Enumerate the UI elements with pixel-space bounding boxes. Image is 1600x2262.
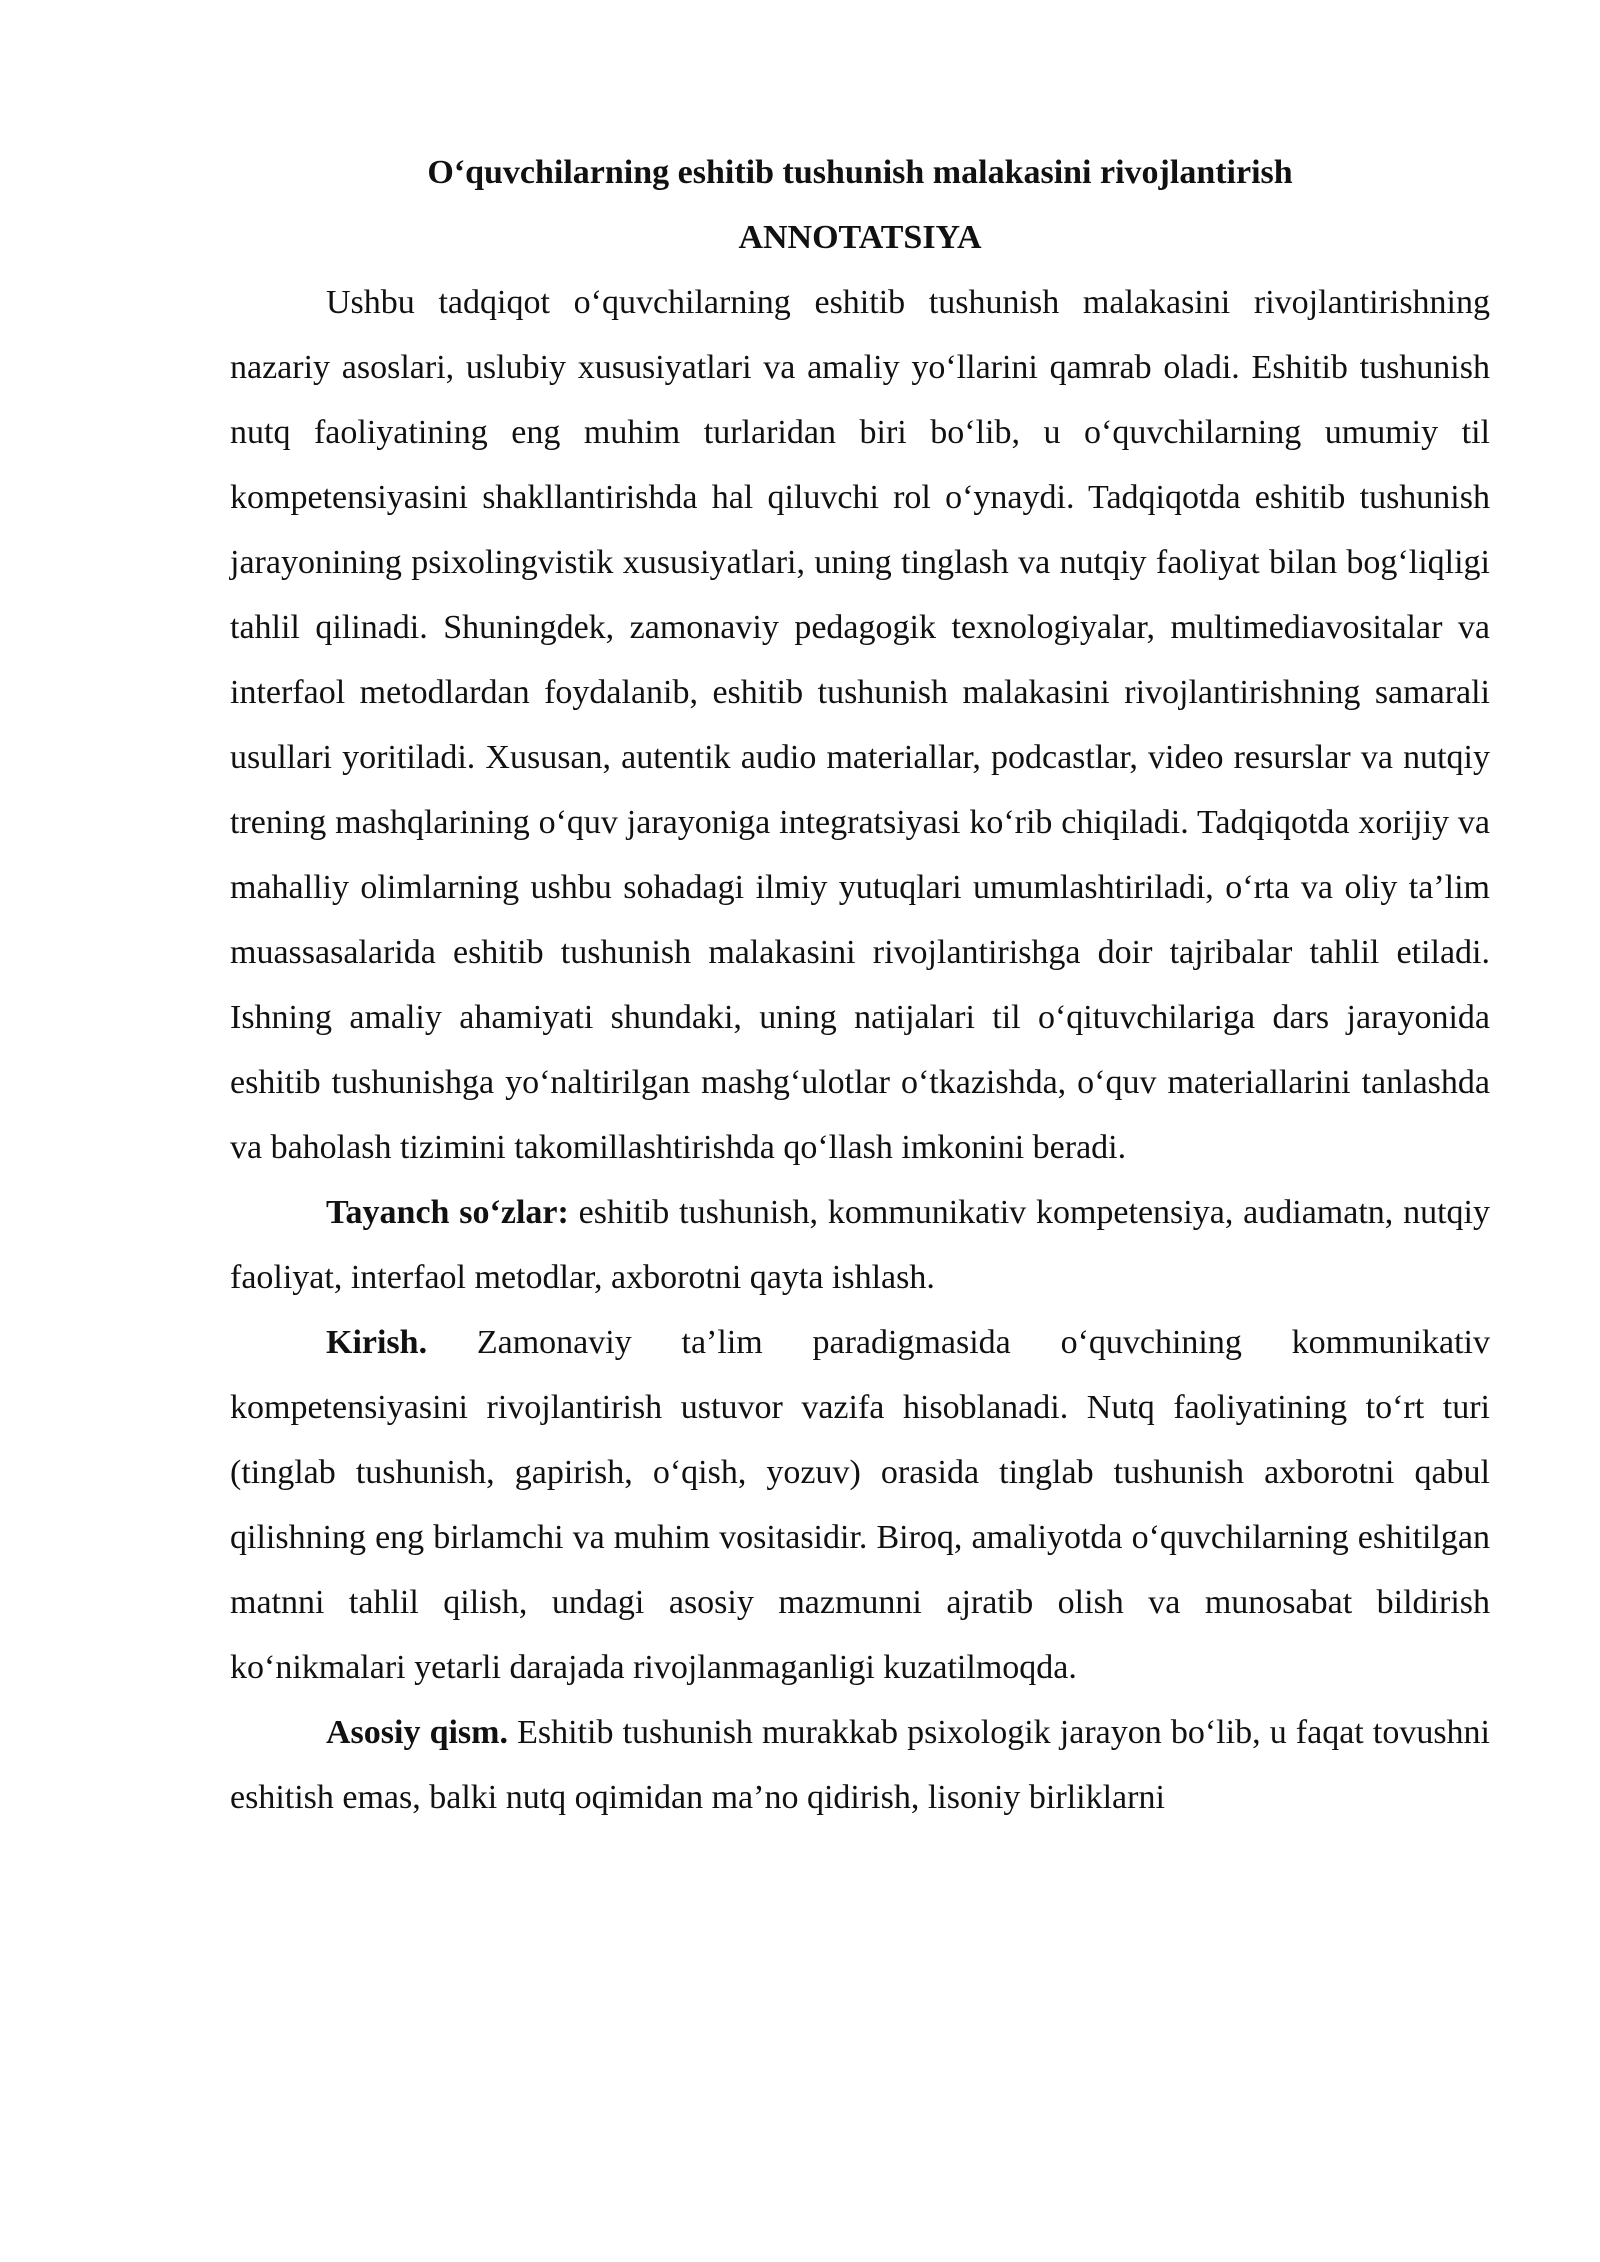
keywords-paragraph xyxy=(230,1180,1490,1310)
main-part-text: Eshitib tushunish murakkab psixologik jarayon bo‘lib, u faqat tovushni eshitish emas, balki nutq oqimidan ma’no qidirish, lisoniy birliklarni xyxy=(230,1714,1490,1816)
document-title: O‘quvchilarning eshitib tushunish malakasini rivojlantirish xyxy=(427,154,1293,191)
main-part-label: Asosiy qism. xyxy=(326,1714,508,1751)
introduction-text: Zamonaviy ta’lim paradigmasida o‘quvchining kommunikativ kompetensiyasini rivojlantirish ustuvor vazifa hisoblanadi. Nutq faoliyatining to‘rt turi (tinglab tushunish, gapirish, o‘qish, yozuv) orasida tinglab tushunish axborotni qabul qilishning eng birlamchi va muhim vositasidir. Biroq, amaliyotda o‘quvchilarning eshitilgan matnni tahlil qilish, undagi asosiy mazmunni ajratib olish va munosabat bildirish ko‘nikmalari yetarli darajada rivojlanmaganligi kuzatilmoqda. xyxy=(230,1324,1490,1686)
document-page xyxy=(230,140,1490,1830)
annotation-paragraph: Ushbu tadqiqot o‘quvchilarning eshitib tushunish malakasini rivojlantirishning nazariy asoslari, uslubiy xususiyatlari va amaliy yo‘llarini qamrab oladi. Eshitib tushunish nutq faoliyatining eng muhim turlaridan biri bo‘lib, u o‘quvchilarning umumiy til kompetensiyasini shakllantirishda hal qiluvchi rol o‘ynaydi. Tadqiqotda eshitib tushunish jarayonining psixolingvistik xususiyatlari, uning tinglash va nutqiy faoliyat bilan bog‘liqligi tahlil qilinadi. Shuningdek, zamonaviy pedagogik texnologiyalar, multimediavositalar va interfaol metodlardan foydalanib, eshitib tushunish malakasini rivojlantirishning samarali usullari yoritiladi. Xususan, autentik audio materiallar, podcastlar, video resurslar va nutqiy trening mashqlarining o‘quv jarayoniga integratsiyasi ko‘rib chiqiladi. Tadqiqotda xorijiy va mahalliy olimlarning ushbu sohadagi ilmiy yutuqlari umumlashtiriladi, o‘rta va oliy ta’lim muassasalarida eshitib tushunish malakasini rivojlantirishga doir tajribalar tahlil etiladi. Ishning amaliy ahamiyati shundaki, uning natijalari til o‘qituvchilariga dars jarayonida eshitib tushunishga yo‘naltirilgan mashg‘ulotlar o‘tkazishda, o‘quv materiallarini tanlashda va baholash tizimini takomillashtirishda qo‘llash imkonini beradi. xyxy=(230,284,1490,1166)
introduction-label: Kirish. xyxy=(326,1324,428,1361)
section-heading-annotatsiya: ANNOTATSIYA xyxy=(738,219,982,256)
keywords-text: eshitib tushunish, kommunikativ kompetensiya, audiamatn, nutqiy faoliyat, interfaol metodlar, axborotni qayta ishlash. xyxy=(230,1194,1490,1296)
main-part-paragraph xyxy=(230,1700,1490,1830)
keywords-label: Tayanch so‘zlar: xyxy=(326,1194,569,1231)
introduction-paragraph xyxy=(230,1310,1490,1700)
